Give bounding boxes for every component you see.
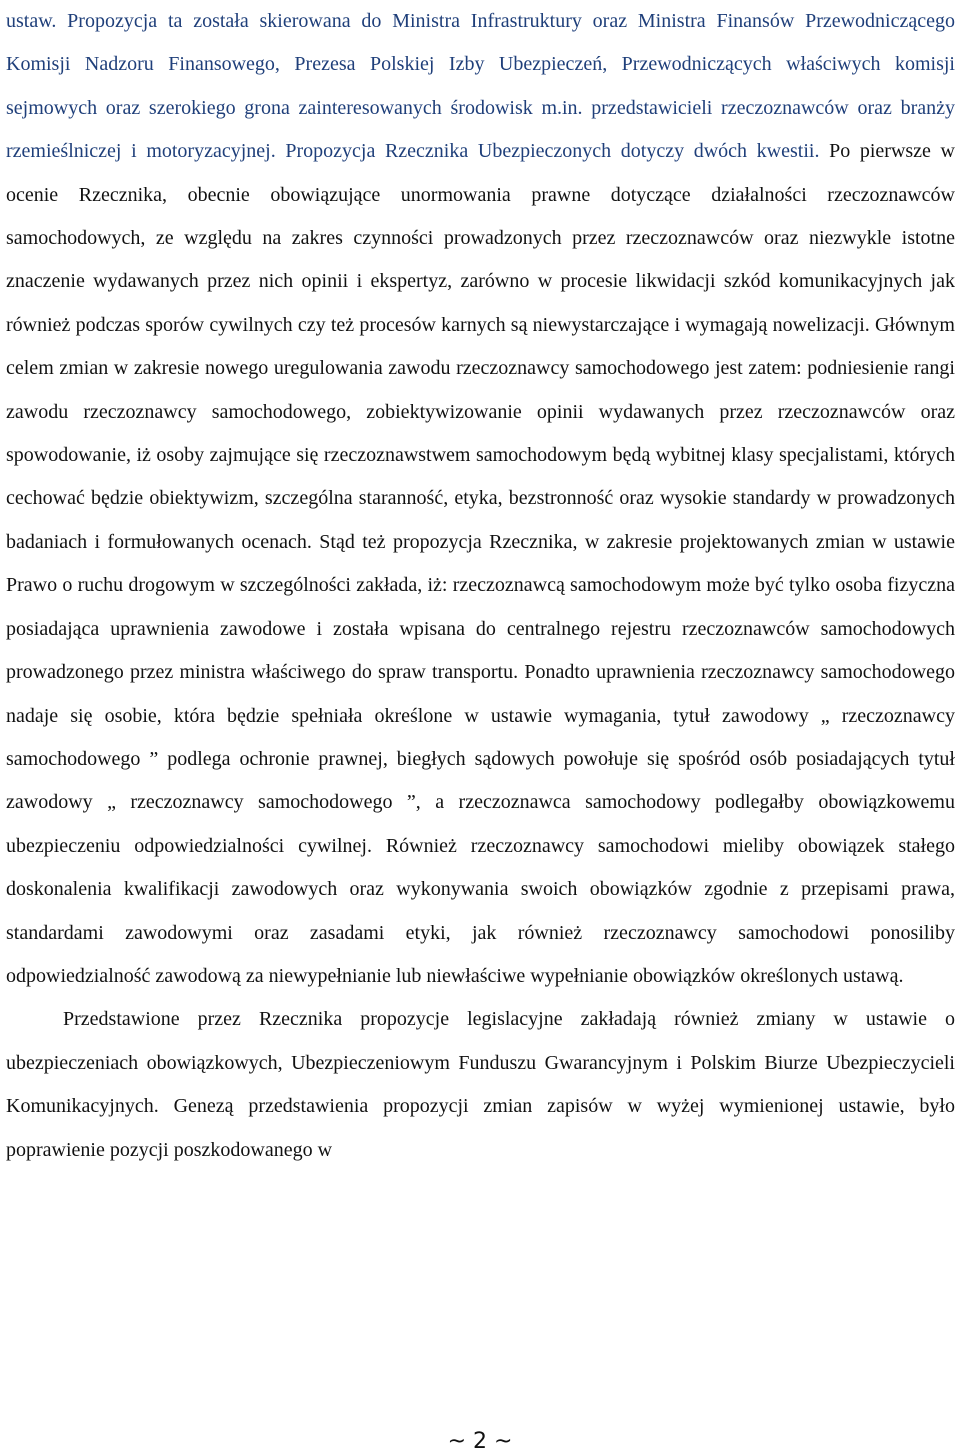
paragraph-1	[6, 0, 955, 998]
text-run: Genezą przedstawienia propozycji zmian zapisów w wyżej wymienionej ustawie, było poprawienie pozycji poszkodowanego w	[6, 1095, 955, 1161]
text-run: Również rzeczoznawcy samochodowi mieliby obowiązek stałego doskonalenia kwalifikacji zawodowych oraz wykonywania swoich obowiązków zgodnie z przepisami prawa, standardami zawodowymi oraz zasadami etyki, jak również rzeczoznawcy samochodowi ponosiliby odpowiedzialność zawodową za niewypełnianie lub niewłaściwe wypełnianie obowiązków określonych ustawą.	[6, 834, 955, 987]
text-run: ustaw. Propozycja ta została skierowana do Ministra Infrastruktury oraz Ministra Finansów Przewodniczącego Komisji Nadzoru Finansowego, Prezesa Polskiej Izby Ubezpieczeń, Przewodniczących właściwych komisji sejmowych oraz szerokiego grona zainteresowanych środowisk m.in. przedstawicieli rzeczoznawców oraz branży rzemieślniczej i motoryzacyjnej. Propozycja Rzecznika Ubezpieczonych dotyczy dwóch kwestii.	[6, 10, 955, 163]
document-page	[6, 0, 955, 1172]
text-run: Stąd też propozycja Rzecznika, w zakresie projektowanych zmian w ustawie Prawo o ruchu drogowym w szczególności zakłada, iż: rzeczoznawcą samochodowym może być tylko osoba fizyczna posiadająca uprawnienia zawodowe i została wpisana do centralnego rejestru rzeczoznawców samochodowych prowadzonego przez ministra właściwego do spraw transportu.	[6, 530, 955, 684]
text-run: Przedstawione przez Rzecznika propozycje legislacyjne zakładają również zmiany w ustawie o ubezpieczeniach obowiązkowych, Ubezpieczeniowym Funduszu Gwarancyjnym i Polskim Biurze Ubezpieczycieli Komunikacyjnych.	[6, 1008, 955, 1118]
text-run: Ponadto uprawnienia rzeczoznawcy samochodowego nadaje się osobie, która będzie spełniała określone w ustawie wymagania, tytuł zawodowy „ rzeczoznawcy samochodowego ” podlega ochronie prawnej, biegłych sądowych powołuje się spośród osób posiadających tytuł zawodowy „ rzeczoznawcy samochodowego ”, a rzeczoznawca samochodowy podlegałby obowiązkowemu ubezpieczeniu odpowiedzialności cywilnej.	[6, 661, 956, 857]
text-run: Głównym celem zmian w zakresie nowego uregulowania zawodu rzeczoznawcy samochodowego jest zatem: podniesienie rangi zawodu rzeczoznawcy samochodowego, zobiektywizowanie opinii wydawanych przez rzeczoznawców oraz spowodowanie, iż osoby zajmujące się rzeczoznawstwem samochodowym będą wybitnej klasy specjalistami, których cechować będzie obiektywizm, szczególna staranność, etyka, bezstronność oraz wysokie standardy w prowadzonych badaniach i formułowanych ocenach.	[6, 313, 955, 553]
text-run: Po pierwsze w ocenie Rzecznika, obecnie obowiązujące unormowania prawne dotyczące działalności rzeczoznawców samochodowych, ze względu na zakres czynności prowadzonych przez rzeczoznawców oraz niezwykle istotne znaczenie wydawanych przez nich opinii i ekspertyz, zarówno w procesie likwidacji szkód komunikacyjnych jak również podczas sporów cywilnych czy też procesów karnych są niewystarczające i wymagają nowelizacji.	[6, 140, 956, 336]
page-number: ~ 2 ~	[447, 1429, 513, 1454]
paragraph-2	[6, 998, 955, 1172]
